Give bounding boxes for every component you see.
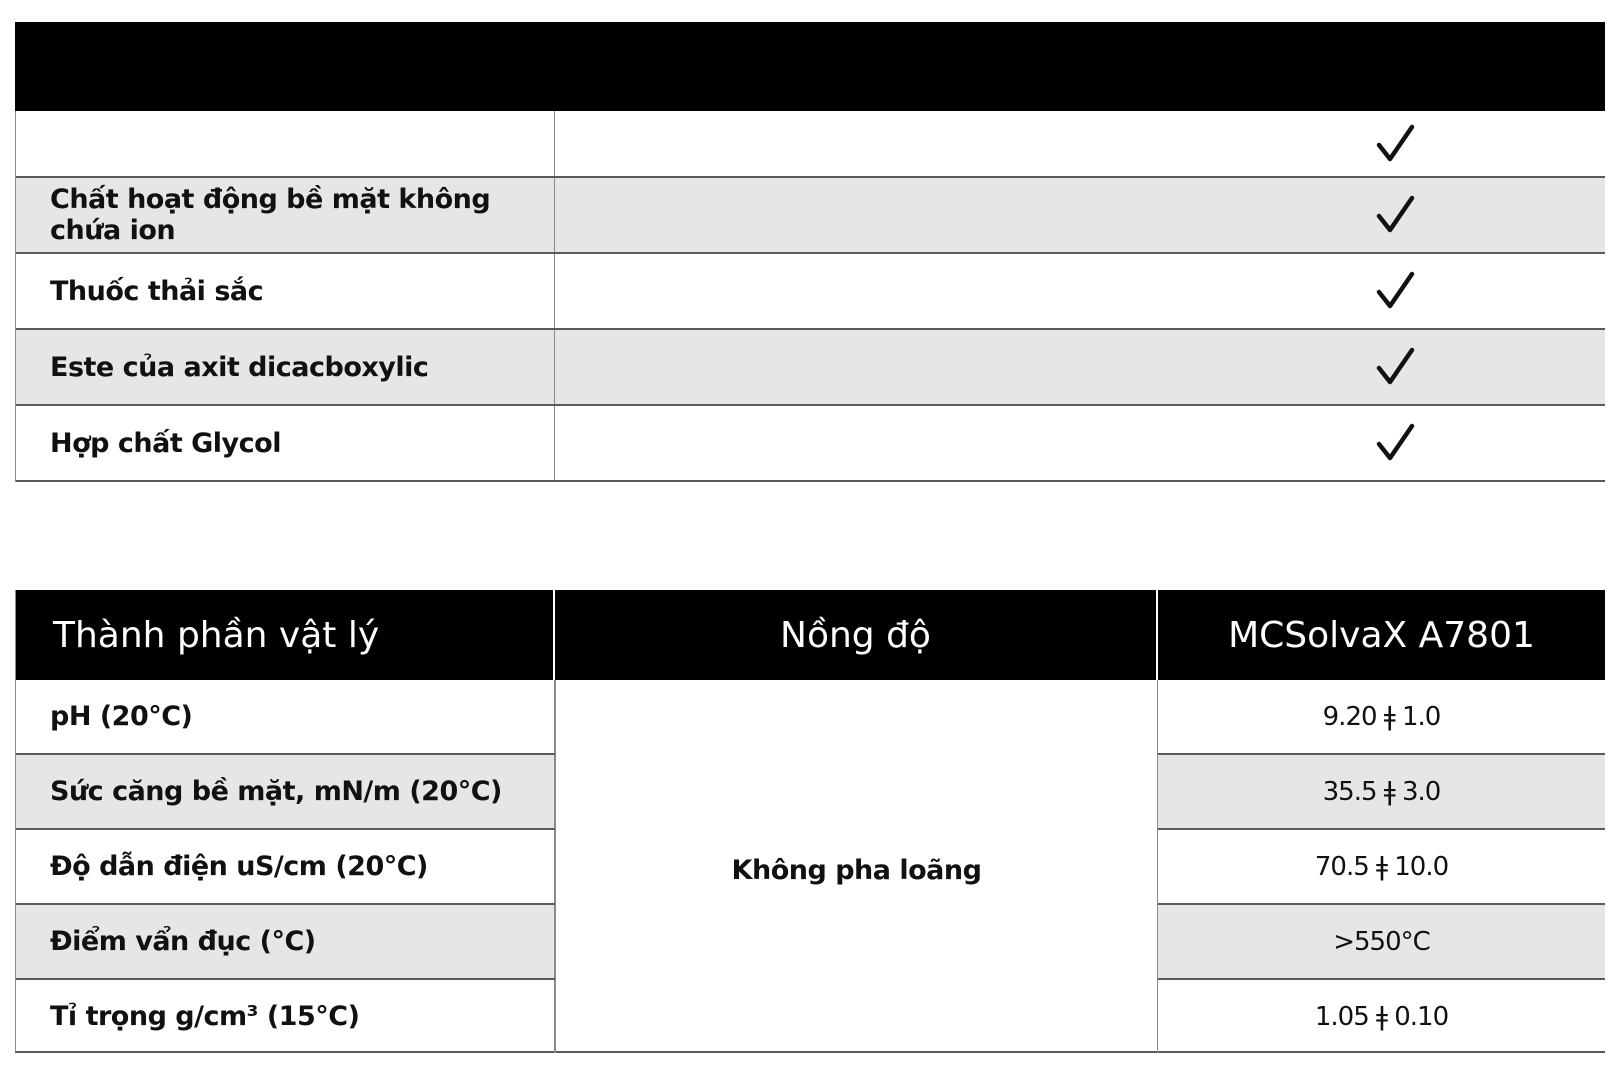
- property-label: pH (20°C): [16, 680, 555, 753]
- table-row: [16, 905, 555, 980]
- checkmark-icon: [1375, 423, 1415, 463]
- checkmark-icon: [1375, 124, 1415, 164]
- table-row: [16, 680, 555, 755]
- value-cell: 1.05 ǂ 0.10: [1314, 1001, 1449, 1032]
- property-label: Sức căng bề mặt, mN/m (20°C): [16, 755, 555, 828]
- check-cell: [555, 111, 1605, 176]
- ingredient-label: Thuốc thải sắc: [16, 254, 555, 328]
- header-concentration: Nồng độ: [555, 590, 1158, 680]
- header-product: MCSolvaX A7801: [1228, 614, 1535, 656]
- value-column: [1158, 680, 1605, 1053]
- concentration-value: Không pha loãng: [731, 855, 982, 886]
- table-row: [16, 330, 1605, 406]
- ingredient-label: [16, 111, 555, 176]
- value-cell: 35.5 ǂ 3.0: [1158, 755, 1605, 830]
- value-cell: >550°C: [1158, 905, 1605, 980]
- check-cell: [555, 178, 1605, 252]
- value-cell: 9.20 ǂ 1.0: [1158, 680, 1605, 755]
- concentration-cell: [555, 680, 1158, 1053]
- table-row: [16, 178, 1605, 254]
- physical-table-header: [16, 590, 1605, 680]
- table-row: [16, 830, 555, 905]
- property-label: Tỉ trọng g/cm³ (15°C): [16, 980, 555, 1053]
- checkmark-icon: [1375, 271, 1415, 311]
- physical-table-body: [16, 680, 1605, 1053]
- property-label: Độ dẫn điện uS/cm (20°C): [16, 830, 555, 903]
- ingredient-label: Este của axit dicacboxylic: [16, 330, 555, 404]
- checkmark-icon: [1375, 347, 1415, 387]
- property-label: Điểm vẩn đục (°C): [16, 905, 555, 978]
- ingredient-label: Hợp chất Glycol: [16, 406, 555, 480]
- table-row: [16, 111, 1605, 178]
- table-row: [16, 980, 555, 1053]
- check-cell: [555, 330, 1605, 404]
- ingredient-label: Chất hoạt động bề mặt không chứa ion: [16, 178, 555, 252]
- composition-table: [15, 22, 1605, 482]
- property-column: [16, 680, 555, 1053]
- composition-table-header: [15, 22, 1605, 111]
- check-cell: [555, 406, 1605, 480]
- table-row: [16, 406, 1605, 482]
- value-cell: 70.5 ǂ 10.0: [1158, 830, 1605, 905]
- physical-properties-table: [15, 590, 1605, 1053]
- header-property: Thành phần vật lý: [16, 590, 555, 680]
- table-row: [16, 755, 555, 830]
- table-row: [16, 254, 1605, 330]
- checkmark-icon: [1375, 195, 1415, 235]
- composition-table-body: [15, 111, 1605, 482]
- check-cell: [555, 254, 1605, 328]
